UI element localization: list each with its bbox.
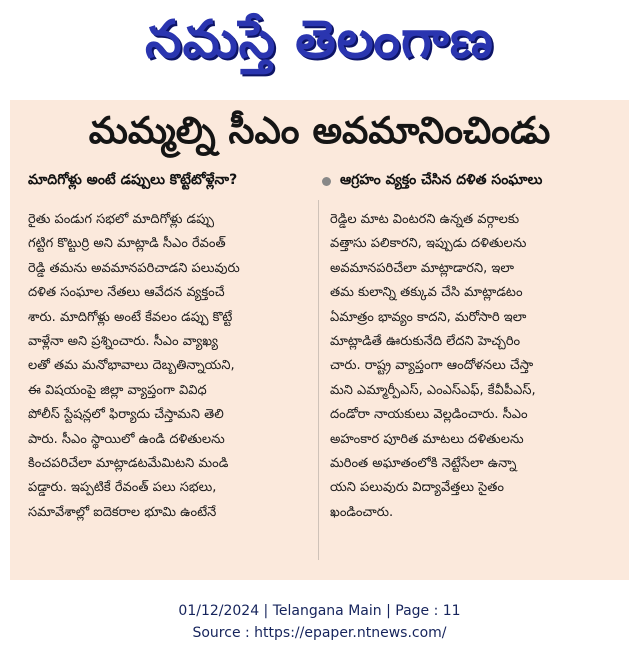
masthead bbox=[0, 0, 639, 92]
text-line: శారు. మాదిగోళ్లు అంటే కేవలం డప్పు కొట్టే bbox=[28, 309, 233, 325]
text-line: పడ్డారు. ఇప్పటికే రేవంత్ పలు సభలు, bbox=[28, 480, 217, 496]
text-line: యని పలువురు విద్యావేత్తలు సైతం bbox=[330, 480, 505, 496]
text-line: లతో తమ మనోభావాలు దెబ్బతిన్నాయని, bbox=[28, 358, 235, 374]
subhead-left: మాదిగోళ్లు అంటే డప్పులు కొట్టేటోళ్లేనా? bbox=[28, 172, 238, 188]
text-line: పారు. సీఎం స్థాయిలో ఉండి దళితులను bbox=[28, 431, 225, 447]
text-line: రెడ్డిల మాట వింటరని ఉన్నత వర్గాలకు bbox=[330, 212, 520, 227]
text-line: కించపరిచేలా మాట్లాడటమేమిటని మండి bbox=[28, 455, 229, 471]
article-column-left bbox=[28, 208, 314, 525]
text-line: రైతు పండుగ సభలో మాదిగోళ్లు డప్పు bbox=[28, 212, 214, 227]
article-clipping bbox=[10, 100, 629, 580]
text-line: దళిత సంఘాల నేతలు ఆవేదన వ్యక్తంచే bbox=[28, 285, 225, 301]
text-line: మని ఎమ్మార్పీఎస్, ఎంఎస్ఎఫ్, కేవీపీఎస్, bbox=[330, 382, 536, 398]
footer bbox=[0, 600, 639, 644]
article-column-right bbox=[330, 208, 616, 525]
text-line: సమావేశాల్లో ఐదెకరాల భూమి ఉంటేనే bbox=[28, 504, 217, 520]
subheads bbox=[10, 172, 629, 198]
text-line: అహంకార పూరిత మాటలు దళితులను bbox=[330, 431, 524, 447]
text-line: దండోరా నాయకులు వెల్లడించారు. సీఎం bbox=[330, 407, 528, 423]
text-line: ఈ విషయంపై జిల్లా వ్యాప్తంగా వివిధ bbox=[28, 382, 207, 398]
text-line: ఖండించారు. bbox=[330, 504, 394, 520]
text-line: మరింత అఘాతంలోకి నెట్టేసేలా ఉన్నా bbox=[330, 455, 517, 471]
text-line: అవమానపరిచేలా మాట్లాడారని, ఇలా bbox=[330, 260, 514, 276]
text-line: ఏమాత్రం భావ్యం కాదని, మరోసారి ఇలా bbox=[330, 309, 527, 325]
headline bbox=[10, 100, 629, 170]
source-link[interactable]: Source : https://epaper.ntnews.com/ bbox=[192, 625, 447, 641]
text-line: గట్టిగ కొట్టుర్రి అని మాట్లాడి సీఎం రేవంత్ bbox=[28, 236, 226, 252]
subhead-right: ఆగ్రహం వ్యక్తం చేసిన దళిత సంఘాలు bbox=[340, 172, 543, 188]
text-line: తమ కులాన్ని తక్కువ చేసి మాట్లాడటం bbox=[330, 285, 523, 301]
text-line: రెడ్డి తమను అవమానపరిచాడని పలువురు bbox=[28, 260, 240, 276]
newspaper-logo-title: నమస్తే తెలంగాణ bbox=[145, 9, 494, 70]
text-line: వాళ్లేనా అని ప్రశ్నించారు. సీఎం వ్యాఖ్య bbox=[28, 333, 218, 349]
headline-text: మమ్మల్ని సీఎం అవమానించిండు bbox=[88, 109, 551, 152]
bullet-icon bbox=[322, 177, 331, 186]
text-line: చారు. రాష్ట్ర వ్యాప్తంగా ఆందోళనలు చేస్తా bbox=[330, 358, 534, 374]
text-line: పోలీస్ స్టేషన్లలో ఫిర్యాదు చేస్తామని తెలి bbox=[28, 407, 224, 423]
publication-info: 01/12/2024 | Telangana Main | Page : 11 bbox=[178, 603, 461, 619]
text-line: వత్తాసు పలికారని, ఇప్పుడు దళితులను bbox=[330, 236, 527, 252]
text-line: మాట్లాడితే ఊరుకునేది లేదని హెచ్చరిం bbox=[330, 333, 521, 349]
column-divider bbox=[318, 200, 319, 560]
